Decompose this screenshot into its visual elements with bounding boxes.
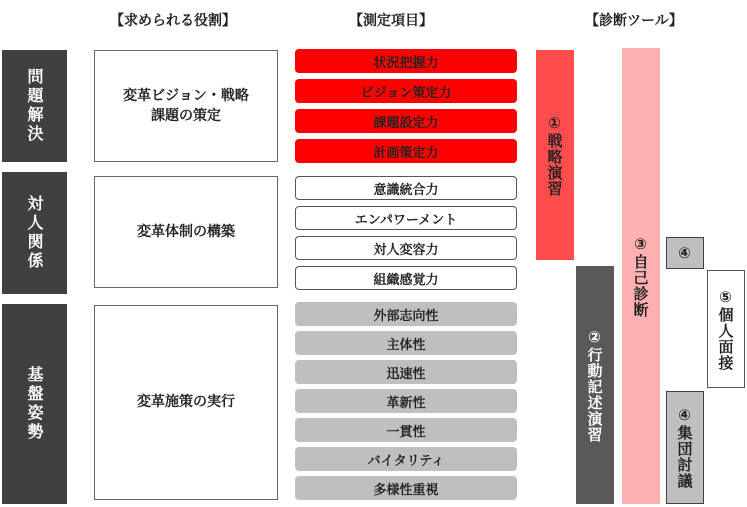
- tool-group-discussion: ④集団討議: [666, 391, 704, 504]
- category-foundation: 基盤姿勢: [2, 304, 67, 504]
- role-vision-strategy: 変革ビジョン・戦略 課題の策定: [94, 50, 278, 162]
- item-situation: 状況把握力: [295, 49, 517, 73]
- item-consensus: 意識統合力: [295, 176, 517, 200]
- item-diversity: 多様性重視: [295, 476, 517, 500]
- tool-behavior-exercise: ②行動記述演習: [576, 266, 614, 504]
- role-execution: 変革施策の実行: [94, 305, 278, 500]
- header-roles: 【求められる役割】: [110, 13, 236, 29]
- item-issue-setting: 課題設定力: [295, 109, 517, 133]
- category-problem-solving: 問題解決: [2, 50, 67, 162]
- item-consistency: 一貫性: [295, 418, 517, 442]
- item-external: 外部志向性: [295, 302, 517, 326]
- item-vitality: バイタリティ: [295, 447, 517, 471]
- tool-group-discussion-small: ④: [666, 237, 704, 269]
- item-organization-sense: 組織感覚力: [295, 266, 517, 290]
- role-structure: 変革体制の構築: [94, 176, 278, 288]
- item-interpersonal-change: 対人変容力: [295, 236, 517, 260]
- item-innovation: 革新性: [295, 389, 517, 413]
- item-initiative: 主体性: [295, 331, 517, 355]
- item-empowerment: エンパワーメント: [295, 206, 517, 230]
- tool-strategy-exercise: ①戦略演習: [536, 50, 574, 260]
- item-planning: 計画策定力: [295, 139, 517, 163]
- category-interpersonal: 対人関係: [2, 172, 67, 294]
- item-vision: ビジョン策定力: [295, 79, 517, 103]
- header-items: 【測定項目】: [349, 13, 433, 29]
- item-speed: 迅速性: [295, 360, 517, 384]
- header-tools: 【診断ツール】: [585, 13, 683, 29]
- tool-self-diagnosis: ③自己診断: [622, 48, 660, 504]
- tool-individual-interview: ⑤個人面接: [707, 270, 745, 388]
